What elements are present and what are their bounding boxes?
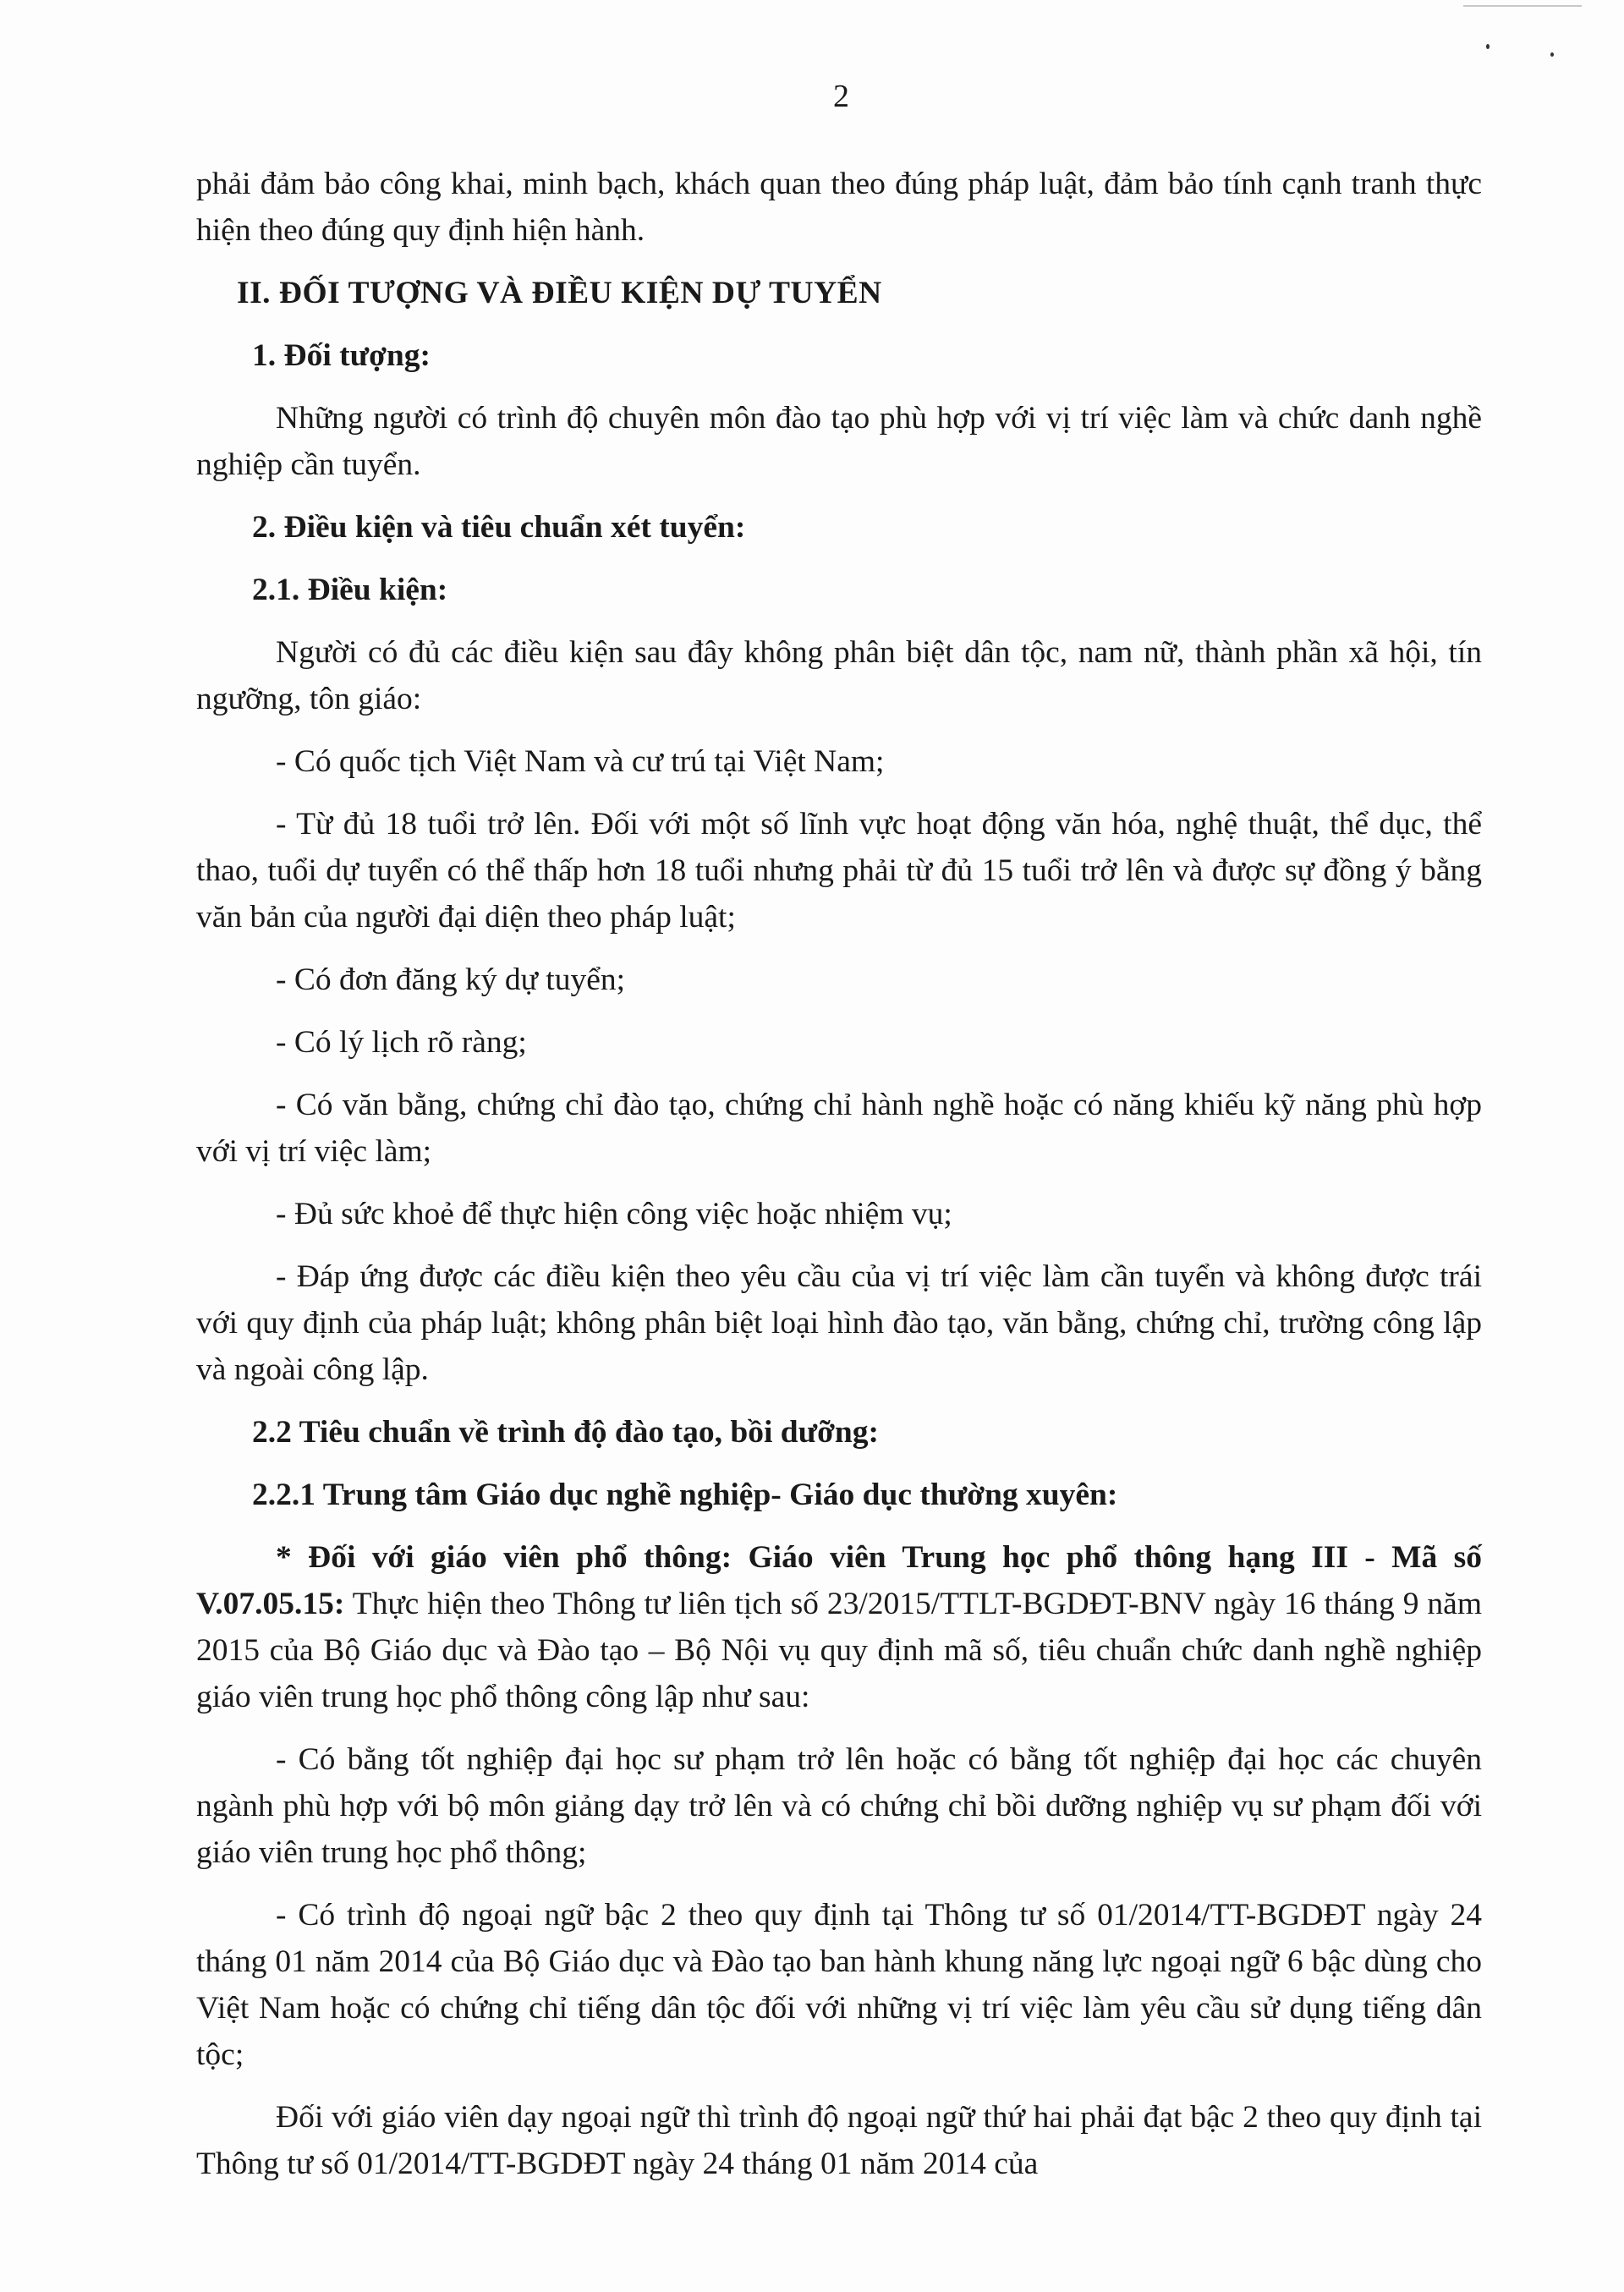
paragraph-giao-vien-pho-thong-lead: * Đối với giáo viên phổ thông: Giáo viên Trung học phổ thông hạng III - Mã số V.07.05.15: xyxy=(196,1540,1482,1621)
paragraph-giao-vien-pho-thong-body: Thực hiện theo Thông tư liên tịch số 23/2015/TTLT-BGDĐT-BNV ngày 16 tháng 9 năm 2015 của Bộ Giáo dục và Đào tạo – Bộ Nội vụ quy định mã số, tiêu chuẩn chức danh nghề nghiệp giáo viên trung học phổ thông công lập như sau: xyxy=(196,1587,1482,1714)
subheading-tieu-chuan-dao-tao: 2.2 Tiêu chuẩn về trình độ đào tạo, bồi dưỡng: xyxy=(252,1415,880,1450)
paragraph-intro-continued: phải đảm bảo công khai, minh bạch, khách quan theo đúng pháp luật, đảm bảo tính cạnh tranh thực hiện theo đúng quy định hiện hành. xyxy=(196,167,1482,248)
paragraph-doi-tuong: Những người có trình độ chuyên môn đào tạo phù hợp với vị trí việc làm và chức danh nghề nghiệp cần tuyển. xyxy=(196,401,1482,482)
list-item: - Từ đủ 18 tuổi trở lên. Đối với một số lĩnh vực hoạt động văn hóa, nghệ thuật, thể dục, thể thao, tuổi dự tuyển có thể thấp hơn 18 tuổi nhưng phải từ đủ 15 tuổi trở lên và được sự đồng ý bằng văn bản của người đại diện theo pháp luật; xyxy=(196,807,1482,935)
scan-edge-line xyxy=(1463,5,1582,7)
scan-speck xyxy=(1550,52,1554,57)
paragraph-giao-vien-pho-thong xyxy=(196,1534,1482,1720)
list-item: - Đáp ứng được các điều kiện theo yêu cầu của vị trí việc làm cần tuyển và không được trái với quy định của pháp luật; không phân biệt loại hình đào tạo, văn bằng, chứng chỉ, trường công lập và ngoài công lập. xyxy=(196,1259,1482,1387)
subheading-doi-tuong: 1. Đối tượng: xyxy=(252,338,431,373)
document-body xyxy=(196,161,1482,2203)
list-item: - Có trình độ ngoại ngữ bậc 2 theo quy định tại Thông tư số 01/2014/TT-BGDĐT ngày 24 tháng 01 năm 2014 của Bộ Giáo dục và Đào tạo ban hành khung năng lực ngoại ngữ 6 bậc dùng cho Việt Nam hoặc có chứng chỉ tiếng dân tộc đối với những vị trí việc làm yêu cầu sử dụng tiếng dân tộc; xyxy=(196,1898,1482,2072)
page-number: 2 xyxy=(833,79,850,114)
scan-speck xyxy=(1486,44,1490,49)
list-item: - Đủ sức khoẻ để thực hiện công việc hoặc nhiệm vụ; xyxy=(276,1197,952,1231)
subheading-dieu-kien-tieu-chuan: 2. Điều kiện và tiêu chuẩn xét tuyển: xyxy=(252,510,746,545)
paragraph-giao-vien-ngoai-ngu: Đối với giáo viên dạy ngoại ngữ thì trình độ ngoại ngữ thứ hai phải đạt bậc 2 theo quy định tại Thông tư số 01/2014/TT-BGDĐT ngày 24 tháng 01 năm 2014 của xyxy=(196,2100,1482,2181)
list-item: - Có bằng tốt nghiệp đại học sư phạm trở lên hoặc có bằng tốt nghiệp đại học các chuyên ngành phù hợp với bộ môn giảng dạy trở lên và có chứng chỉ bồi dưỡng nghiệp vụ sư phạm đối với giáo viên trung học phổ thông; xyxy=(196,1742,1482,1870)
list-item: - Có văn bằng, chứng chỉ đào tạo, chứng chỉ hành nghề hoặc có năng khiếu kỹ năng phù hợp với vị trí việc làm; xyxy=(196,1088,1482,1169)
section-heading-ii: II. ĐỐI TƯỢNG VÀ ĐIỀU KIỆN DỰ TUYỂN xyxy=(237,276,882,310)
paragraph-dieu-kien: Người có đủ các điều kiện sau đây không phân biệt dân tộc, nam nữ, thành phần xã hội, tín ngưỡng, tôn giáo: xyxy=(196,635,1482,716)
list-item: - Có quốc tịch Việt Nam và cư trú tại Việt Nam; xyxy=(276,744,885,779)
list-item: - Có đơn đăng ký dự tuyển; xyxy=(276,962,626,997)
subheading-trung-tam-gdnn-gdtx: 2.2.1 Trung tâm Giáo dục nghề nghiệp- Giáo dục thường xuyên: xyxy=(252,1478,1118,1512)
subheading-dieu-kien: 2.1. Điều kiện: xyxy=(252,573,448,607)
list-item: - Có lý lịch rõ ràng; xyxy=(276,1025,527,1060)
